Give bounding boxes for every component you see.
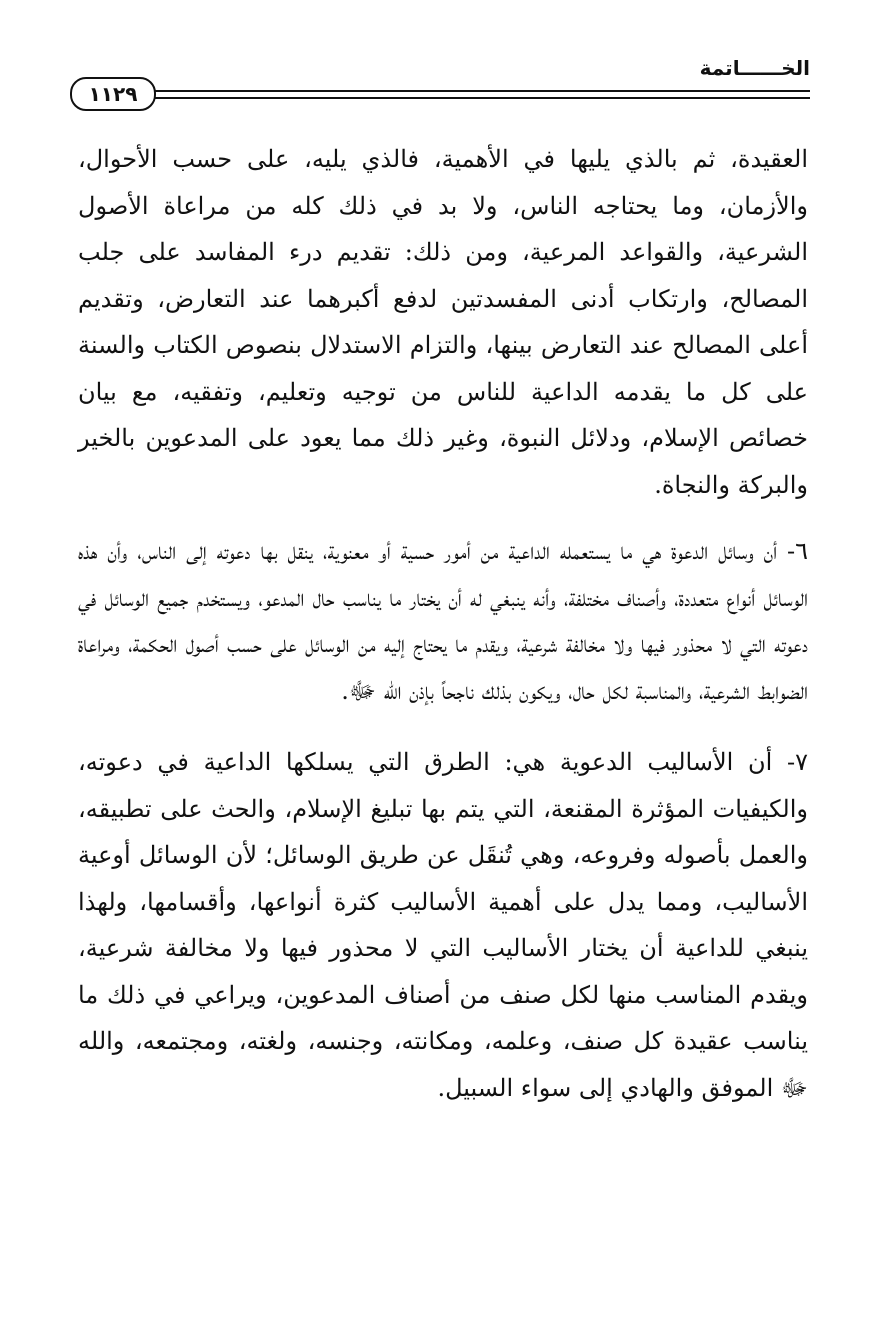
paragraph: العقيدة، ثم بالذي يليها في الأهمية، فالذي يليه، على حسب الأحوال، والأزمان، وما يحتاجه الناس، ولا بد في ذلك كله من مراعاة الأصول الشرعية، والقواعد المرعية، ومن ذلك: تقديم درء المفاسد على جلب المصالح، وارتكاب أدنى المفسدتين لدفع أكبرهما عند التعارض، وتقديم أعلى المصالح عند التعارض بينها، والتزام الاستدلال بنصوص الكتاب والسنة على كل ما يقدمه الداعية للناس من توجيه وتعليم، وتفقيه، مع بيان خصائص الإسلام، ودلائل النبوة، وغير ذلك مما يعود على المدعوين بالخير والبركة والنجاة. — [78, 145, 808, 499]
paragraph-point-6: ٦- أن وسائل الدعوة هي ما يستعمله الداعية من أمور حسية أو معنوية، ينقل بها دعوته إلى الناس، وأن هذه الوسائل أنواع متعددة، وأصناف مختلفة، وأنه ينبغي له أن يختار ما يناسب حال المدعو، ويستخدم جميع الوسائل في دعوته التي لا محذور فيها ولا مخالفة شرعية، ويقدم ما يحتاج إليه من الوسائل على حسب أصول الحكمة، ومراعاة الضوابط الشرعية، والمناسبة لكل حال، ويكون بذلك ناجحاً بإذن الله ﷻ. — [78, 537, 808, 705]
page-number: ١١٢٩ — [70, 77, 156, 111]
page-body — [78, 136, 808, 1111]
header-rule — [152, 90, 810, 99]
paragraph-point-7: ٧- أن الأساليب الدعوية هي: الطرق التي يسلكها الداعية في دعوته، والكيفيات المؤثرة المقنعة، التي يتم بها تبليغ الإسلام، والحث على تطبيقه، والعمل بأصوله وفروعه، وهي تُنقَل عن طريق الوسائل؛ لأن الوسائل أوعية الأساليب، ومما يدل على أهمية الأساليب كثرة أنواعها، وأقسامها، ولهذا ينبغي للداعية أن يختار الأساليب التي لا محذور فيها ولا مخالفة شرعية، ويقدم المناسب منها لكل صنف من أصناف المدعوين، ويراعي في ذلك ما يناسب عقيدة كل صنف، وعلمه، ومكانته، وجنسه، ولغته، ومجتمعه، والله ﷻ الموفق والهادي إلى سواء السبيل. — [78, 748, 808, 1102]
chapter-title: الخــــــاتمة — [699, 56, 810, 80]
page-header — [70, 50, 810, 110]
